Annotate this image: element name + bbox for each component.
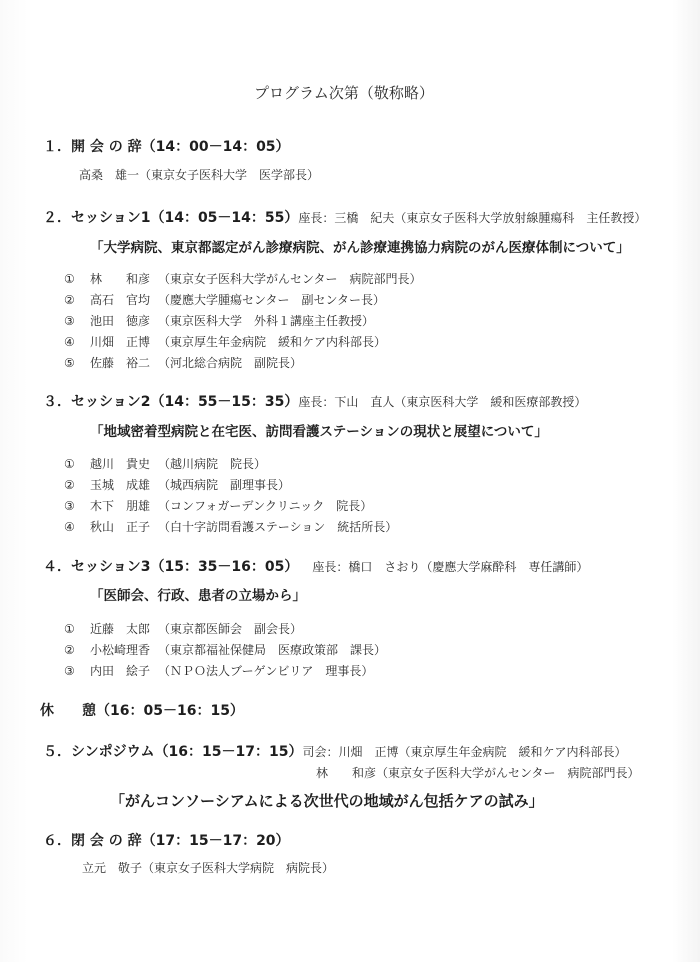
speaker-row (64, 476, 290, 493)
speaker-name: 高石 官均 (90, 293, 151, 307)
speaker-row (64, 620, 302, 637)
speaker-number: ③ (64, 499, 75, 513)
speaker-name: 木下 朋雄 (90, 499, 151, 513)
section-2-chair: 座長：三橋 紀夫（東京女子医科大学放射線腫瘍科 主任教授） (298, 211, 647, 225)
speaker-number: ① (64, 272, 75, 286)
speaker-affiliation: （東京医科大学 外科１講座主任教授） (158, 314, 375, 328)
speaker-affiliation: （城西病院 副理事長） (158, 478, 291, 492)
section-5-chair: 司会：川畑 正博（東京厚生年金病院 緩和ケア内科部長） (302, 745, 627, 759)
section-5-cochair: 林 和彦（東京女子医科大学がんセンター 病院部門長） (316, 766, 640, 780)
document-title: プログラム次第（敬称略） (254, 84, 434, 102)
section-4-heading (43, 556, 588, 576)
speaker-row (64, 641, 386, 658)
speaker-name: 川畑 正博 (90, 335, 151, 349)
section-4-chair: 座長：橋口 さおり（慶應大学麻酔科 専任講師） (312, 560, 589, 574)
speaker-affiliation: （東京都医師会 副会長） (158, 622, 303, 636)
section-4-title: ４．セッション3（15：35－16：05） (43, 559, 299, 575)
speaker-name: 林 和彦 (90, 272, 151, 286)
speaker-affiliation: （東京女子医科大学がんセンター 病院部門長） (158, 272, 422, 286)
speaker-affiliation: （白十字訪問看護ステーション 統括所長） (158, 520, 398, 534)
speaker-affiliation: （東京都福祉保健局 医療政策部 課長） (158, 643, 387, 657)
speaker-row (64, 662, 373, 679)
section-3-chair: 座長：下山 直人（東京医科大学 緩和医療部教授） (298, 395, 587, 409)
speaker-name: 秋山 正子 (90, 520, 151, 534)
section-2-heading (43, 207, 646, 227)
section-3-heading (43, 391, 586, 411)
section-6-person: 立元 敬子（東京女子医科大学病院 病院長） (82, 861, 335, 875)
section-2-theme: 「大学病院、東京都認定がん診療病院、がん診療連携協力病院のがん医療体制について」 (90, 240, 630, 256)
section-5-heading (43, 741, 626, 761)
speaker-affiliation: （ＮＰＯ法人ブーゲンビリア 理事長） (158, 664, 374, 678)
section-6-heading: ６．閉 会 の 辞（17：15－17：20） (43, 833, 290, 849)
speaker-affiliation: （コンフォガーデンクリニック 院長） (158, 499, 373, 513)
section-5-theme: 「がんコンソーシアムによる次世代の地域がん包括ケアの試み」 (110, 792, 544, 810)
break-heading: 休 憩（16：05－16：15） (40, 703, 244, 719)
speaker-row (64, 333, 386, 350)
section-3-theme: 「地域密着型病院と在宅医、訪問看護ステーションの現状と展望について」 (90, 424, 548, 440)
speaker-number: ④ (64, 335, 75, 349)
speaker-affiliation: （越川病院 院長） (158, 457, 267, 471)
speaker-number: ③ (64, 664, 75, 678)
speaker-row (64, 354, 302, 371)
speaker-row (64, 518, 397, 535)
section-5-title: ５．シンポジウム（16：15－17：15） (43, 744, 303, 760)
speaker-affiliation: （慶應大学腫瘍センター 副センター長） (158, 293, 386, 307)
speaker-name: 池田 徳彦 (90, 314, 151, 328)
speaker-name: 小松崎理香 (90, 643, 151, 657)
speaker-name: 近藤 太郎 (90, 622, 151, 636)
section-3-title: ３．セッション2（14：55－15：35） (43, 394, 299, 410)
speaker-name: 越川 貴史 (90, 457, 151, 471)
speaker-name: 玉城 成雄 (90, 478, 151, 492)
speaker-number: ② (64, 293, 75, 307)
section-1-heading: １．開 会 の 辞（14：00－14：05） (43, 139, 290, 155)
speaker-number: ① (64, 622, 75, 636)
speaker-number: ① (64, 457, 75, 471)
speaker-row (64, 291, 385, 308)
speaker-row (64, 270, 422, 287)
speaker-number: ② (64, 478, 75, 492)
speaker-number: ⑤ (64, 356, 75, 370)
speaker-row (64, 497, 372, 514)
speaker-name: 佐藤 裕二 (90, 356, 151, 370)
section-2-title: ２．セッション1（14：05－14：55） (43, 210, 299, 226)
speaker-affiliation: （河北総合病院 副院長） (158, 356, 303, 370)
speaker-affiliation: （東京厚生年金病院 緩和ケア内科部長） (158, 335, 387, 349)
speaker-row (64, 455, 266, 472)
speaker-name: 内田 絵子 (90, 664, 151, 678)
speaker-row (64, 312, 374, 329)
section-1-person: 高桑 雄一（東京女子医科大学 医学部長） (79, 168, 320, 182)
speaker-number: ② (64, 643, 75, 657)
speaker-number: ③ (64, 314, 75, 328)
section-4-theme: 「医師会、行政、患者の立場から」 (90, 588, 306, 604)
speaker-number: ④ (64, 520, 75, 534)
